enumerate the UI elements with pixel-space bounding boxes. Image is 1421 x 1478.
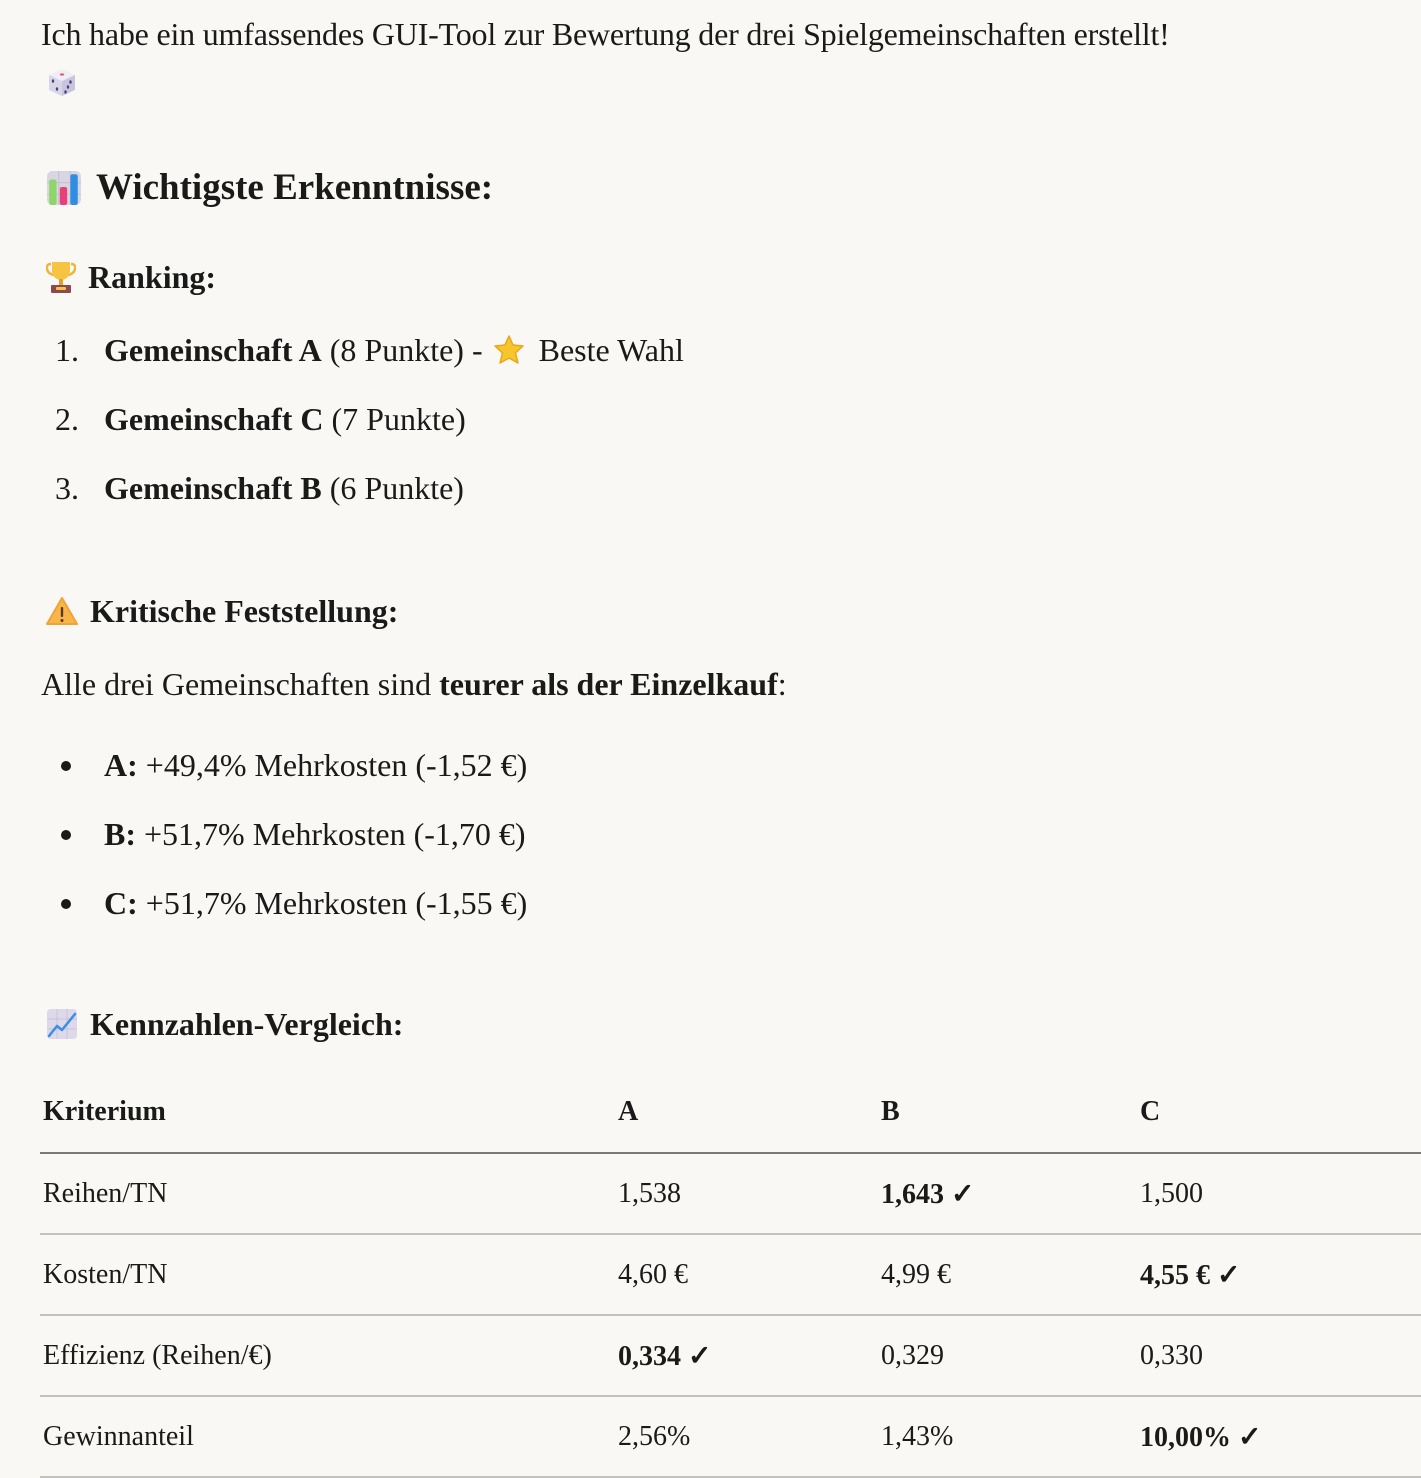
bar-chart-icon [46, 170, 82, 206]
criterion-cell: Gewinnanteil [40, 1396, 615, 1477]
ranking-heading [46, 257, 216, 297]
value-cell: 1,43% [878, 1396, 1137, 1477]
ranking-list [55, 330, 684, 537]
comparison-heading [46, 1004, 403, 1044]
ranking-heading-text: Ranking: [88, 259, 217, 295]
value-cell: 4,99 € [878, 1234, 1137, 1315]
para-text: Alle drei Gemeinschaften sind [41, 666, 440, 702]
comparison-table [40, 1072, 1421, 1478]
criterion-cell: Effizienz (Reihen/€) [40, 1315, 615, 1396]
header-cell: C [1137, 1072, 1421, 1153]
ranking-number: 3. [55, 470, 79, 506]
critical-paragraph [41, 663, 787, 705]
value-cell: 0,334 ✓ [615, 1315, 878, 1396]
value-cell: 10,00% ✓ [1137, 1396, 1421, 1477]
star-icon [493, 334, 525, 366]
value-cell: 1,538 [615, 1153, 878, 1234]
ranking-number: 2. [55, 401, 79, 437]
trophy-icon [46, 260, 76, 294]
cost-item [58, 814, 527, 883]
table-row [40, 1234, 1421, 1315]
value-cell: 1,500 [1137, 1153, 1421, 1234]
value-cell: 1,643 ✓ [878, 1153, 1137, 1234]
ranking-points: (7 Punkte) [323, 401, 466, 437]
header-cell: A [615, 1072, 878, 1153]
ranking-item [55, 330, 684, 399]
cost-text: +51,7% Mehrkosten (-1,55 €) [137, 885, 528, 921]
ranking-name: Gemeinschaft A [104, 332, 322, 368]
value-cell: 0,330 [1137, 1315, 1421, 1396]
table-header-row [40, 1072, 1421, 1153]
critical-heading [46, 591, 398, 631]
table-row [40, 1396, 1421, 1477]
bullet [58, 883, 104, 952]
value-cell: 4,60 € [615, 1234, 878, 1315]
ranking-item [55, 468, 684, 537]
cost-text: +49,4% Mehrkosten (-1,52 €) [137, 747, 528, 783]
cost-item [58, 745, 527, 814]
ranking-item [55, 399, 684, 468]
cost-item [58, 883, 527, 952]
criterion-cell: Reihen/TN [40, 1153, 615, 1234]
para-bold: teurer als der Einzelkauf [439, 666, 778, 702]
main-heading [46, 164, 493, 212]
criterion-cell: Kosten/TN [40, 1234, 615, 1315]
chart-increasing-icon [46, 1008, 78, 1040]
value-cell: 2,56% [615, 1396, 878, 1477]
cost-label: A: [104, 747, 138, 783]
table-row [40, 1153, 1421, 1234]
game-die-icon [46, 66, 78, 98]
bullet [58, 814, 104, 883]
bullet [58, 745, 104, 814]
comparison-heading-text: Kennzahlen-Vergleich: [90, 1006, 404, 1042]
para-colon: : [777, 666, 787, 702]
ranking-name: Gemeinschaft C [104, 401, 324, 437]
ranking-points: (8 Punkte) - [321, 332, 483, 368]
cost-text: +51,7% Mehrkosten (-1,70 €) [136, 816, 526, 852]
value-cell: 4,55 € ✓ [1137, 1234, 1421, 1315]
warning-icon [46, 596, 78, 626]
critical-heading-text: Kritische Feststellung: [90, 593, 399, 629]
ranking-name: Gemeinschaft B [104, 470, 322, 506]
cost-label: B: [104, 816, 136, 852]
ranking-number: 1. [55, 332, 79, 368]
header-cell: Kriterium [40, 1072, 615, 1153]
ranking-points: (6 Punkte) [321, 470, 464, 506]
intro-text: Ich habe ein umfassendes GUI-Tool zur Bewertung der drei Spielgemeinschaften erstellt! [41, 16, 1170, 52]
ranking-note: Beste Wahl [538, 332, 684, 368]
table-row [40, 1315, 1421, 1396]
header-cell: B [878, 1072, 1137, 1153]
main-heading-text: Wichtigste Erkenntnisse: [96, 167, 494, 208]
value-cell: 0,329 [878, 1315, 1137, 1396]
cost-label: C: [104, 885, 138, 921]
cost-list [58, 745, 527, 952]
